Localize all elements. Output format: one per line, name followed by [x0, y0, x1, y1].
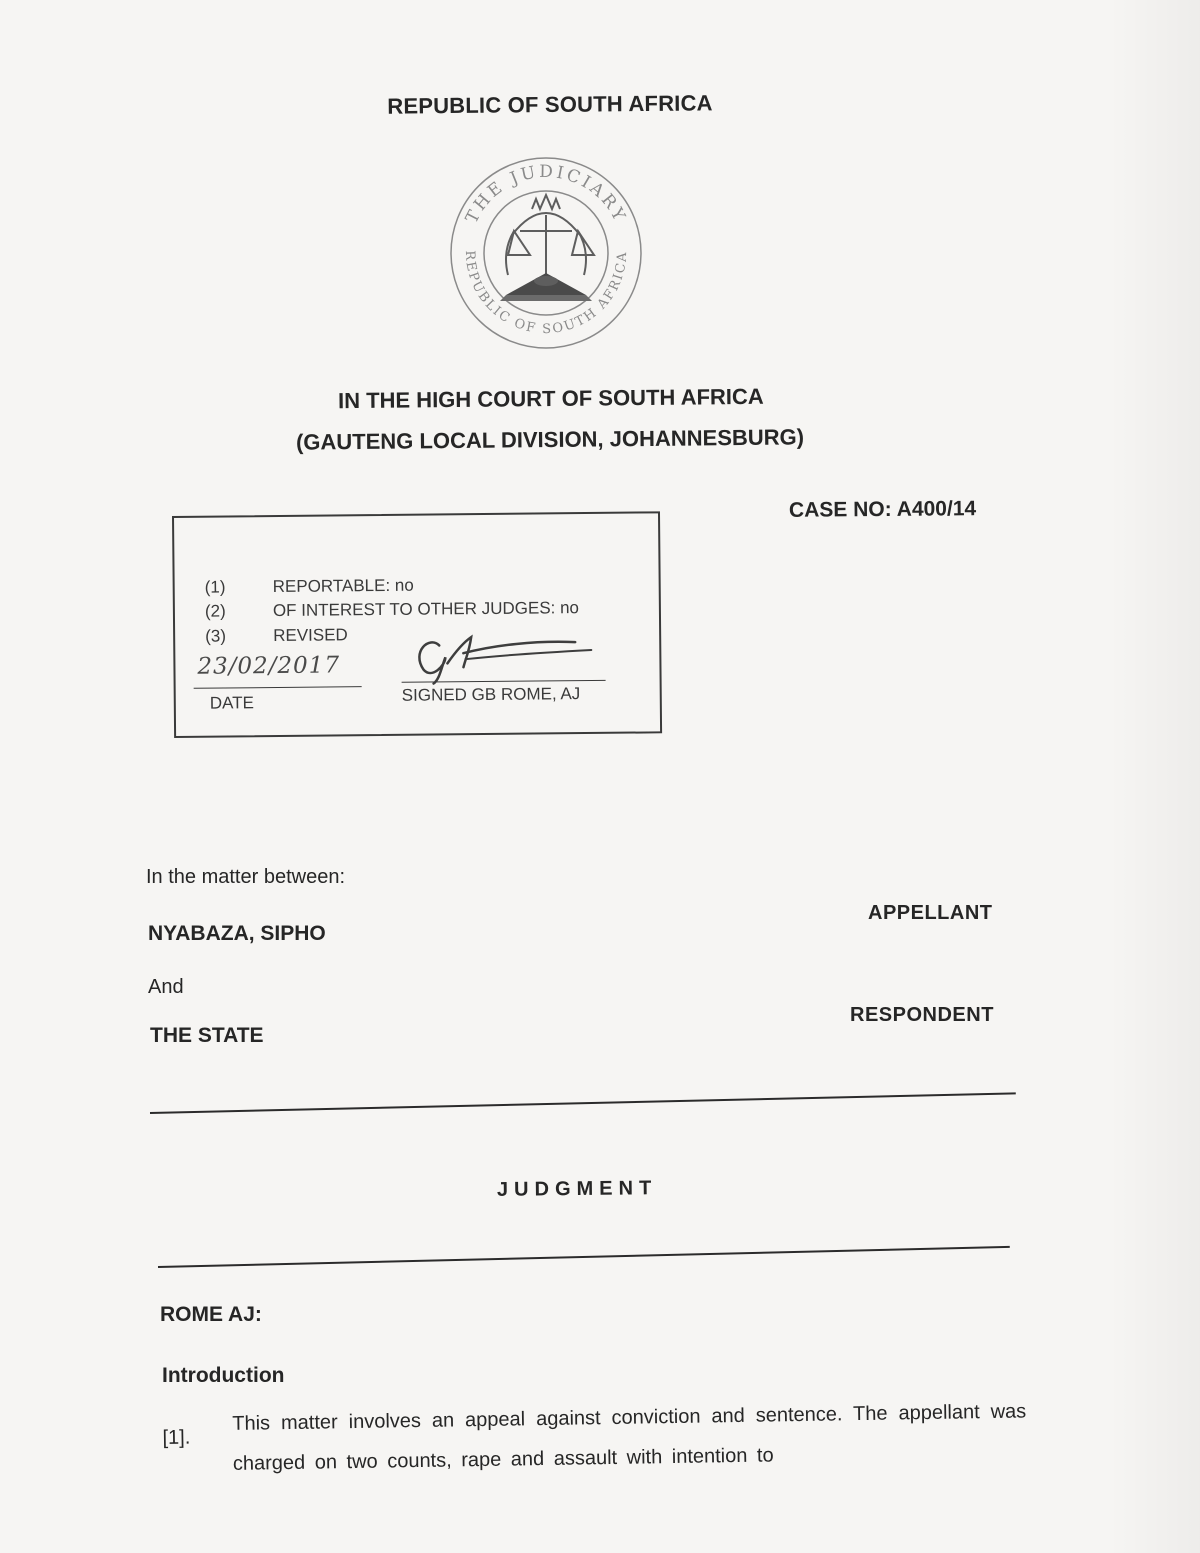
seal-top-text: THE JUDICIARY	[461, 161, 631, 227]
court-division: (GAUTENG LOCAL DIVISION, JOHANNESBURG)	[295, 424, 805, 455]
status-item-number: (2)	[204, 601, 226, 621]
respondent-name: THE STATE	[150, 1024, 264, 1047]
status-item-label: REVISED	[273, 625, 348, 646]
country-title: REPUBLIC OF SOUTH AFRICA	[387, 90, 713, 119]
date-line	[194, 686, 362, 689]
status-box	[172, 511, 662, 738]
judiciary-seal-icon	[448, 155, 644, 351]
scan-shadow	[1108, 0, 1200, 1553]
paragraph-text: This matter involves an appeal against conviction and sentence. The appellant was charged on two counts, rape and assault with intention to	[232, 1400, 1027, 1475]
appellant-name: NYABAZA, SIPHO	[148, 922, 326, 945]
section-title: Introduction	[162, 1364, 285, 1387]
signature-label: SIGNED GB ROME, AJ	[401, 684, 581, 705]
parties-conjunction: And	[148, 976, 184, 998]
divider-top	[150, 1092, 1016, 1114]
status-item	[205, 625, 348, 646]
paragraph-number: [1].	[162, 1426, 191, 1449]
handwritten-date: 23/02/2017	[197, 652, 341, 680]
status-item	[205, 598, 579, 622]
date-label: DATE	[209, 693, 254, 713]
court-name: IN THE HIGH COURT OF SOUTH AFRICA	[337, 383, 764, 414]
paragraph	[162, 1391, 1032, 1475]
judge-name: ROME AJ:	[160, 1303, 262, 1326]
handwritten-signature	[405, 622, 596, 686]
status-item-label: OF INTEREST TO OTHER JUDGES: no	[272, 598, 580, 621]
case-number: CASE NO: A400/14	[788, 497, 977, 522]
status-item-number: (1)	[204, 577, 226, 597]
judgment-heading: JUDGMENT	[496, 1177, 658, 1201]
seal-bottom-text: REPUBLIC OF SOUTH AFRICA	[461, 250, 631, 338]
matter-intro: In the matter between:	[146, 866, 346, 888]
status-item	[205, 576, 414, 598]
status-item-number: (3)	[205, 626, 227, 646]
appellant-role: APPELLANT	[868, 902, 993, 924]
divider-bottom	[158, 1246, 1010, 1268]
respondent-role: RESPONDENT	[850, 1004, 994, 1026]
status-item-label: REPORTABLE: no	[272, 575, 414, 597]
